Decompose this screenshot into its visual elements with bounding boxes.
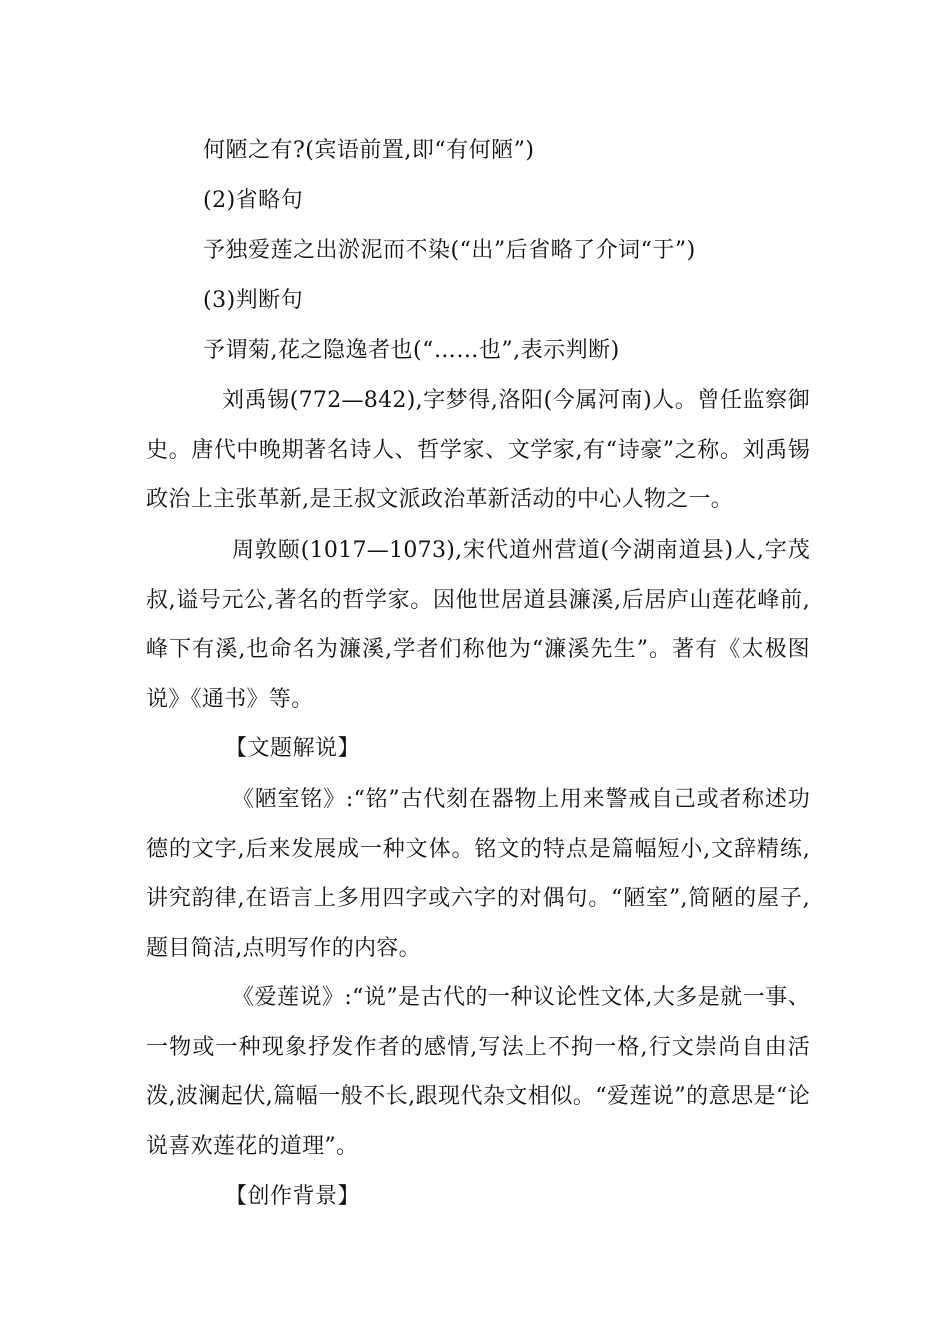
example-inverted-object: 何陋之有?(宾语前置,即“有何陋”)	[203, 138, 535, 163]
paragraph-ai-lian-shuo: 《爱莲说》:“说”是古代的一种议论性文体,大多是就一事、一物或一种现象抒发作者的感情,写法上不拘一格,行文崇尚自由活泼,波澜起伏,篇幅一般不长,跟现代杂文相似。“爱莲说”的意思是“论说喜欢莲花的道理”。	[146, 985, 810, 1159]
paragraph-zhou-dunyi: 周敦颐(1017—1073),宋代道州营道(今湖南道县)人,字茂叔,谥号元公,著名的哲学家。因他世居道县濂溪,后居庐山莲花峰前,峰下有溪,也命名为濂溪,学者们称他为“濂溪先生”。著有《太极图说》《通书》等。	[146, 538, 810, 712]
heading-creation-background: 【创作背景】	[225, 1184, 361, 1209]
example-judgment: 予谓菊,花之隐逸者也(“……也”,表示判断)	[203, 338, 620, 363]
paragraph-lou-shi-ming: 《陋室铭》:“铭”古代刻在器物上用来警戒自己或者称述功德的文字,后来发展成一种文体。铭文的特点是篇幅短小,文辞精练,讲究韵律,在语言上多用四字或六字的对偶句。“陋室”,简陋的屋子,题目简洁,点明写作的内容。	[146, 787, 810, 961]
heading-title-explanation: 【文题解说】	[225, 736, 361, 761]
example-ellipsis: 予独爱莲之出淤泥而不染(“出”后省略了介词“于”)	[203, 238, 696, 263]
paragraph-liu-yuxi: 刘禹锡(772—842),字梦得,洛阳(今属河南)人。曾任监察御史。唐代中晚期著名诗人、哲学家、文学家,有“诗豪”之称。刘禹锡政治上主张革新,是王叔文派政治革新活动的中心人物之一。	[146, 388, 810, 512]
heading-ellipsis-sentence: (2)省略句	[203, 188, 304, 213]
heading-judgment-sentence: (3)判断句	[203, 288, 304, 313]
